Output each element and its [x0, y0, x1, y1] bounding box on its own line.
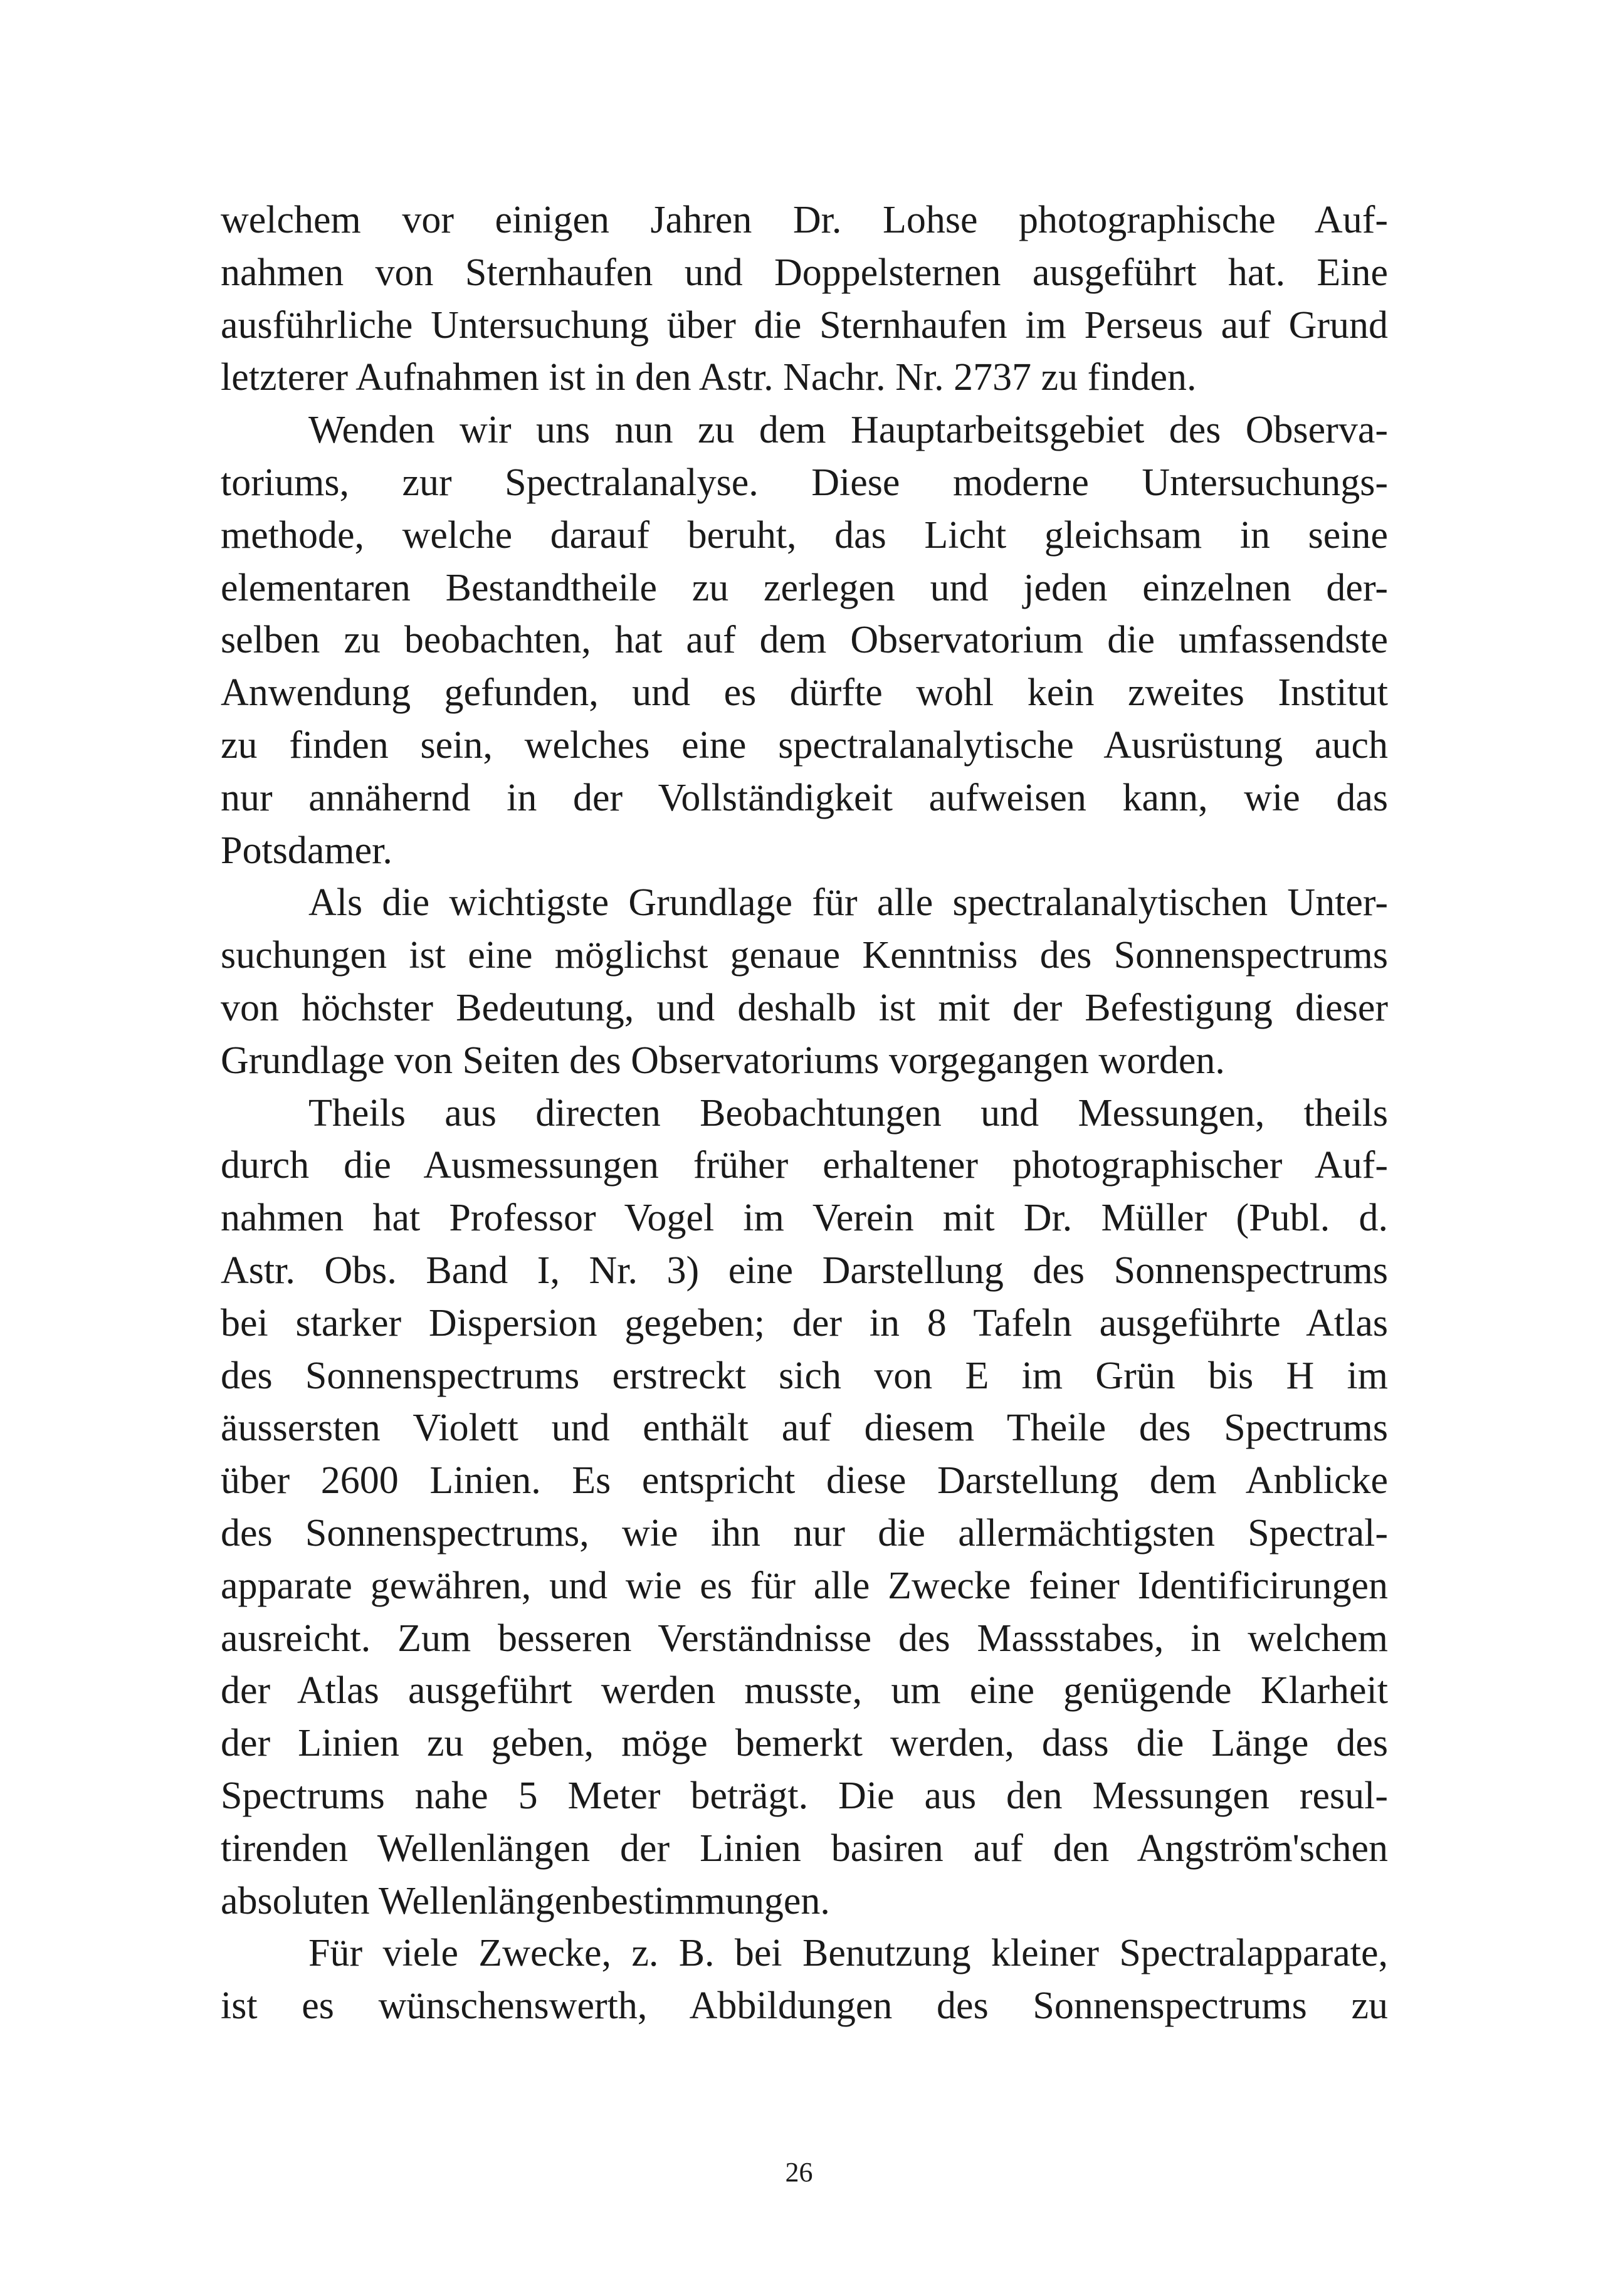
text-line: toriums, zur Spectralanalyse. Diese moderne Untersuchungs- [221, 461, 1388, 504]
text-line: selben zu beobachten, hat auf dem Observatorium die umfassendste [221, 619, 1388, 662]
body-text [221, 194, 1388, 2033]
text-line: Theils aus directen Beobachtungen und Messungen, theils [308, 1091, 1388, 1135]
text-line: ausreicht. Zum besseren Verständnisse des Massstabes, in welchem [221, 1617, 1388, 1660]
text-line: Als die wichtigste Grundlage für alle spectralanalytischen Unter- [308, 881, 1388, 925]
text-line: tirenden Wellenlängen der Linien basiren auf den Angström'schen [221, 1827, 1388, 1870]
text-line: apparate gewähren, und wie es für alle Zwecke feiner Identificirungen [221, 1564, 1388, 1607]
text-line: der Linien zu geben, möge bemerkt werden, dass die Länge des [221, 1722, 1388, 1765]
text-line: nahmen von Sternhaufen und Doppelsternen ausgeführt hat. Eine [221, 251, 1388, 294]
text-line: ausführliche Untersuchung über die Sternhaufen im Perseus auf Grund [221, 303, 1388, 347]
text-line: über 2600 Linien. Es entspricht diese Darstellung dem Anblicke [221, 1459, 1388, 1502]
text-line: absoluten Wellenlängenbestimmungen. [221, 1879, 830, 1922]
text-line: elementaren Bestandtheile zu zerlegen und jeden einzelnen der- [221, 566, 1388, 609]
text-line: von höchster Bedeutung, und deshalb ist mit der Befestigung dieser [221, 986, 1388, 1029]
text-line: Anwendung gefunden, und es dürfte wohl kein zweites Institut [221, 671, 1388, 715]
text-line: Astr. Obs. Band I, Nr. 3) eine Darstellung des Sonnenspectrums [221, 1249, 1388, 1292]
text-line: durch die Ausmessungen früher erhaltener photographischer Auf- [221, 1144, 1388, 1187]
text-line: welchem vor einigen Jahren Dr. Lohse photographische Auf- [221, 199, 1388, 241]
text-line: Für viele Zwecke, z. B. bei Benutzung kleiner Spectralapparate, [308, 1932, 1388, 1975]
page-number: 26 [785, 2157, 813, 2188]
text-line: ist es wünschenswerth, Abbildungen des Sonnenspectrums zu [221, 1984, 1388, 2028]
text-line: zu finden sein, welches eine spectralanalytische Ausrüstung auch [221, 723, 1388, 767]
text-line: des Sonnenspectrums erstreckt sich von E im Grün bis H im [221, 1354, 1388, 1397]
text-line: der Atlas ausgeführt werden musste, um eine genügende Klarheit [221, 1669, 1388, 1712]
text-line: Spectrums nahe 5 Meter beträgt. Die aus den Messungen resul- [221, 1774, 1388, 1817]
text-line: Potsdamer. [221, 829, 392, 872]
text-line: Grundlage von Seiten des Observatoriums vorgegangen worden. [221, 1039, 1225, 1082]
text-line: nur annähernd in der Vollständigkeit aufweisen kann, wie das [221, 776, 1388, 819]
text-line: äussersten Violett und enthält auf diesem Theile des Spectrums [221, 1407, 1388, 1450]
text-line: methode, welche darauf beruht, das Licht gleichsam in seine [221, 513, 1388, 557]
text-line: des Sonnenspectrums, wie ihn nur die allermächtigsten Spectral- [221, 1511, 1388, 1554]
text-line: Wenden wir uns nun zu dem Hauptarbeitsgebiet des Observa- [308, 409, 1388, 452]
text-line: nahmen hat Professor Vogel im Verein mit Dr. Müller (Publ. d. [221, 1197, 1388, 1240]
text-line: suchungen ist eine möglichst genaue Kenntniss des Sonnenspectrums [221, 934, 1388, 977]
text-line: bei starker Dispersion gegeben; der in 8 Tafeln ausgeführte Atlas [221, 1301, 1388, 1345]
text-line: letzterer Aufnahmen ist in den Astr. Nachr. Nr. 2737 zu finden. [221, 356, 1197, 399]
